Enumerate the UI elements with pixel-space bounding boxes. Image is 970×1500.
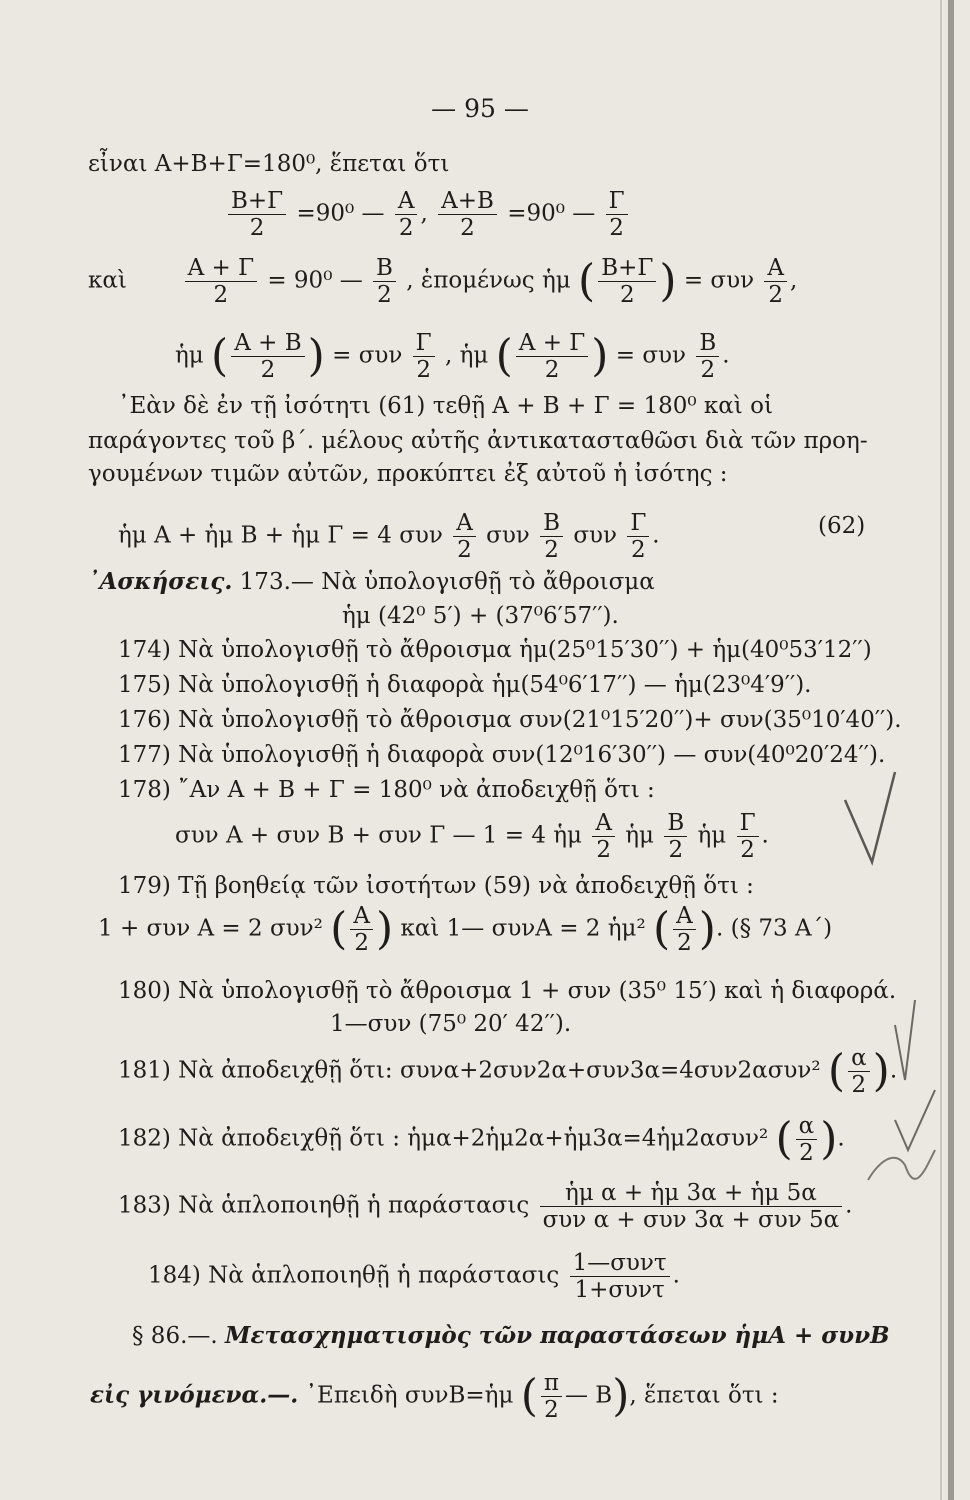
exercise-180: 180) Νὰ ὑπολογισθῇ τὸ ἄθροισμα 1 + συν (35⁰ 15′) καὶ ἡ διαφορά. xyxy=(118,978,897,1004)
exercise-184: 184) Νὰ ἁπλοποιηθῇ ἡ παράστασις $\frac{\text{1—συντ}}{\text{1+συντ}}$ . xyxy=(148,1250,680,1303)
exercise-178-equation: συν Α + συν Β + συν Γ — 1 = 4 ἡμ $\frac{A}{2}$ ἡμ $\frac{B}{2}$ ἡμ $\frac{\Gamma}{2}$ . xyxy=(175,810,769,863)
exercise-181: 181) Νὰ ἀποδειχθῇ ὅτι: συνα+2συν2α+συν3α=4συν2ασυν² ( $\frac{\alpha}{2}$ ). xyxy=(118,1045,898,1098)
exercise-179-equation: 1 + συν Α = 2 συν² ( $\frac{A}{2}$ ) καὶ 1— συνΑ = 2 ἡμ² ( $\frac{A}{2}$ ). (§ 73 Α΄) xyxy=(98,903,833,956)
exercise-176: 176) Νὰ ὑπολογισθῇ τὸ ἄθροισμα συν(21⁰15′20′′)+ συν(35⁰10′40′′). xyxy=(118,707,902,733)
exercise-173: ᾿Ασκήσεις. 173.— Νὰ ὑπολογισθῇ τὸ ἄθροισμα xyxy=(88,568,655,595)
checkmark-icon xyxy=(895,1090,935,1150)
exercise-177: 177) Νὰ ὑπολογισθῇ ἡ διαφορὰ συν(12⁰16′30′′) — συν(40⁰20′24′′). xyxy=(118,742,886,768)
intro-line: εἶναι Α+Β+Γ=180⁰, ἕπεται ὅτι xyxy=(88,151,450,177)
checkmark-icon xyxy=(895,1000,915,1080)
scribble-icon xyxy=(868,1150,935,1180)
paragraph-line: παράγοντες τοῦ β΄. μέλους αὐτῆς ἀντικατασταθῶσι διὰ τῶν προη- xyxy=(88,428,868,454)
paragraph-line: γουμένων τιμῶν αὐτῶν, προκύπτει ἐξ αὐτοῦ ἡ ἰσότης : xyxy=(88,461,728,487)
exercise-178: 178) ῎Αν Α + Β + Γ = 180⁰ νὰ ἀποδειχθῇ ὅτι : xyxy=(118,777,655,803)
exercise-180-expr: 1—συν (75⁰ 20′ 42′′). xyxy=(330,1011,572,1037)
exercise-175: 175) Νὰ ὑπολογισθῇ ἡ διαφορὰ ἡμ(54⁰6′17′′) — ἡμ(23⁰4′9′′). xyxy=(118,672,812,698)
exercise-174: 174) Νὰ ὑπολογισθῇ τὸ ἄθροισμα ἡμ(25⁰15′30′′) + ἡμ(40⁰53′12′′) xyxy=(118,637,872,663)
section-86-heading: § 86.—. Μετασχηματισμὸς τῶν παραστάσεων ἡμΑ + συνΒ xyxy=(132,1322,890,1349)
equation-half-angles: $\frac{B+\Gamma}{2}$ =90⁰ — $\frac{A}{2}$ , $\frac{A+B}{2}$ =90⁰ — $\frac{\Gamma}{2}$ xyxy=(225,188,631,241)
exercise-183: 183) Νὰ ἁπλοποιηθῇ ἡ παράστασις $\frac{\text{ἡμ α + ἡμ 3α + ἡμ 5α}}{\text{συν α + συν 3α + συν 5α}}$ . xyxy=(118,1180,853,1233)
checkmark-icon xyxy=(845,772,895,862)
exercise-173-expr: ἡμ (42⁰ 5′) + (37⁰6′57′′). xyxy=(342,603,619,629)
page-number: — 95 — xyxy=(431,94,529,123)
section-86-text: εἰς γινόμενα.—. ᾿Επειδὴ συνΒ=ἡμ ( $\frac{\pi}{2}$ — Β), ἕπεται ὅτι : xyxy=(90,1370,779,1423)
paragraph-line: ᾿Εὰν δὲ ἐν τῇ ἰσότητι (61) τεθῇ Α + Β + Γ = 180⁰ καὶ οἱ xyxy=(118,393,773,419)
exercise-179: 179) Τῇ βοηθείᾳ τῶν ἰσοτήτων (59) νὰ ἀποδειχθῇ ὅτι : xyxy=(118,873,754,899)
equation-number: (62) xyxy=(818,513,866,539)
equation-him: ἡμ ( $\frac{A + B}{2}$ ) = συν $\frac{\Gamma}{2}$ , ἡμ ( $\frac{A + \Gamma}{2}$ ) = συν $\frac{B}{2}$ . xyxy=(175,330,730,383)
equation-62: ἡμ Α + ἡμ Β + ἡμ Γ = 4 συν $\frac{A}{2}$ συν $\frac{B}{2}$ συν $\frac{\Gamma}{2}$ . xyxy=(118,510,660,563)
exercise-182: 182) Νὰ ἀποδειχθῇ ὅτι : ἡμα+2ἡμ2α+ἡμ3α=4ἡμ2ασυν² ( $\frac{\alpha}{2}$ ). xyxy=(118,1113,845,1166)
equation-kai: καὶ $\frac{A + \Gamma}{2}$ = 90⁰ — $\frac{B}{2}$ , ἑπομένως ἡμ ( $\frac{B+\Gamma}{2}$ ) = συν $\frac{A}{2}$ , xyxy=(88,255,798,308)
